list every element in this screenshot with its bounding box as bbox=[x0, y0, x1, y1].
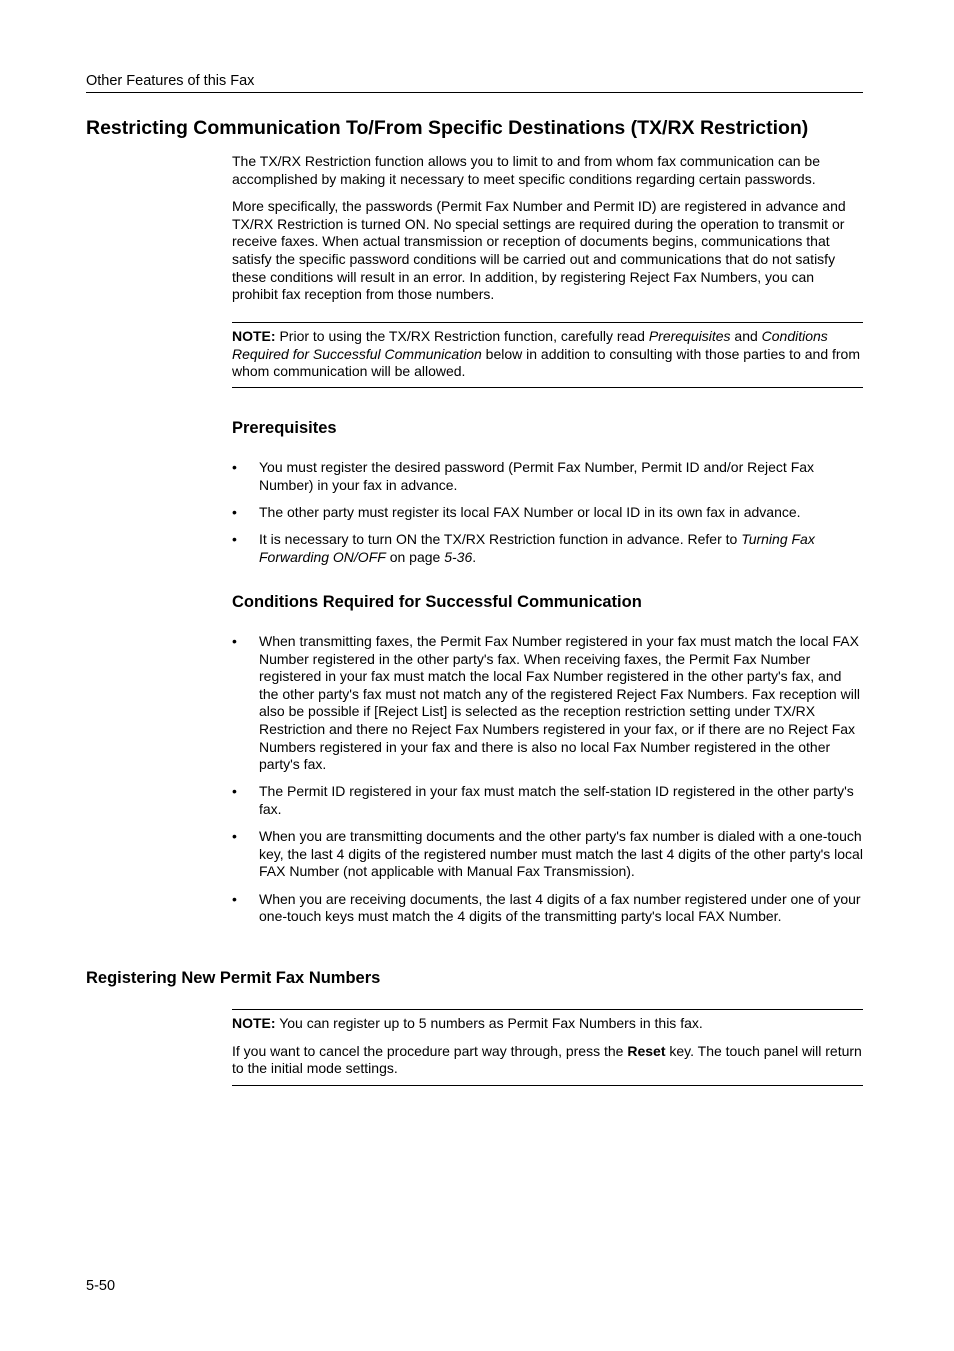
note-label: NOTE: bbox=[232, 328, 276, 344]
reset-key-label: Reset bbox=[627, 1042, 666, 1059]
bullet: • bbox=[232, 890, 237, 907]
list-item-text: on page bbox=[385, 548, 445, 565]
list-item-text: You must register the desired password (Permit Fax Number, Permit ID and/or Reject Fax Number) in your fax in advance. bbox=[259, 459, 815, 493]
bullet: • bbox=[232, 530, 237, 547]
running-title: Other Features of this Fax bbox=[86, 73, 255, 89]
note-box bbox=[232, 322, 863, 388]
list-item bbox=[232, 828, 863, 881]
page-title: Restricting Communication To/From Specific Destinations (TX/RX Restriction) bbox=[86, 117, 809, 139]
bullet: • bbox=[232, 783, 237, 800]
note-text bbox=[232, 328, 863, 381]
cancel-text-part: If you want to cancel the procedure part way through, press the bbox=[232, 1042, 628, 1059]
running-header bbox=[86, 73, 863, 93]
registering-heading: Registering New Permit Fax Numbers bbox=[86, 969, 381, 987]
bullet: • bbox=[232, 503, 237, 520]
list-item-text: When you are receiving documents, the last 4 digits of a fax number registered under one of your one-touch keys must match the 4 digits of the transmitting party's local FAX Number. bbox=[259, 890, 861, 925]
page-reference: 5-36 bbox=[444, 548, 473, 565]
list-item-text: The other party must register its local FAX Number or local ID in its own fax in advance. bbox=[259, 503, 801, 520]
note-label: NOTE: bbox=[232, 1015, 276, 1031]
conditions-heading: Conditions Required for Successful Communication bbox=[232, 593, 642, 611]
cancel-text-part: key. The touch panel will return to the initial mode settings. bbox=[232, 1042, 862, 1077]
bullet: • bbox=[232, 459, 237, 475]
registering-note bbox=[232, 1015, 863, 1033]
note-text-part: You can register up to 5 numbers as Permit Fax Numbers in this fax. bbox=[275, 1015, 703, 1031]
list-item bbox=[232, 633, 863, 774]
list-item-text: It is necessary to turn ON the TX/RX Restriction function in advance. Refer to bbox=[259, 530, 742, 547]
list-item-text: When transmitting faxes, the Permit Fax Number registered in your fax must match the local FAX Number registered in the other party's fax. When receiving faxes, the Permit Fax Number registered in your fax must match the local Fax Number registered in the other party's fax, and the other party's fax must not match any of the registered Reject Fax Numbers. Fax reception will also be possible if [Reject List] is selected as the reception restriction setting under TX/RX Restriction and there no Reject Fax Numbers registered in your fax, or if there are no Reject Fax Numbers registered in your fax and there is also no local Fax Number registered in the other party's fax. bbox=[259, 633, 861, 773]
note-text-part: below in addition to consulting with those parties to and from whom communication will be allowed. bbox=[232, 345, 860, 380]
list-item bbox=[232, 504, 863, 522]
list-item-text: The Permit ID registered in your fax must match the self-station ID registered in the other party's fax. bbox=[259, 783, 854, 817]
registering-note-box bbox=[232, 1009, 863, 1086]
intro-paragraph: The TX/RX Restriction function allows you to limit to and from whom fax communication can be accomplished by making it necessary to meet specific conditions regarding certain passwords. bbox=[232, 153, 820, 187]
page-number: 5-50 bbox=[86, 1278, 116, 1294]
note-ref-conditions: Conditions Required for Successful Communication bbox=[232, 328, 828, 362]
cross-reference: Turning Fax Forwarding ON/OFF bbox=[259, 530, 815, 565]
list-item bbox=[232, 531, 863, 566]
list-item-text: . bbox=[472, 548, 477, 565]
bullet: • bbox=[232, 828, 237, 845]
bullet: • bbox=[232, 633, 237, 649]
list-item bbox=[232, 891, 863, 926]
list-item-text: When you are transmitting documents and the other party's fax number is dialed with a one-touch key, the last 4 digits of the registered number must match the last 4 digits of the other party's local FAX Number (not applicable with Manual Fax Transmission). bbox=[259, 828, 863, 880]
conditions-list bbox=[232, 633, 863, 935]
list-item bbox=[232, 459, 863, 494]
intro-paragraph: More specifically, the passwords (Permit Fax Number and Permit ID) are registered in advance and TX/RX Restriction is turned ON. No special settings are required during the operation to transmit or receive faxes. When actual transmission or reception of documents begins, communications that satisfy the specific password conditions will be carried out and communications that do not satisfy these conditions will result in an error. In addition, by registering Reject Fax Numbers, you can prohibit fax reception from those numbers. bbox=[232, 198, 846, 303]
list-item bbox=[232, 783, 863, 818]
note-text-part: Prior to using the TX/RX Restriction function, carefully read bbox=[275, 328, 649, 344]
cancel-text bbox=[232, 1043, 863, 1078]
note-text-part: and bbox=[730, 328, 762, 344]
note-ref-prerequisites: Prerequisites bbox=[648, 328, 731, 344]
prerequisites-list bbox=[232, 459, 863, 576]
prerequisites-heading: Prerequisites bbox=[232, 419, 337, 437]
intro-text bbox=[232, 153, 863, 314]
